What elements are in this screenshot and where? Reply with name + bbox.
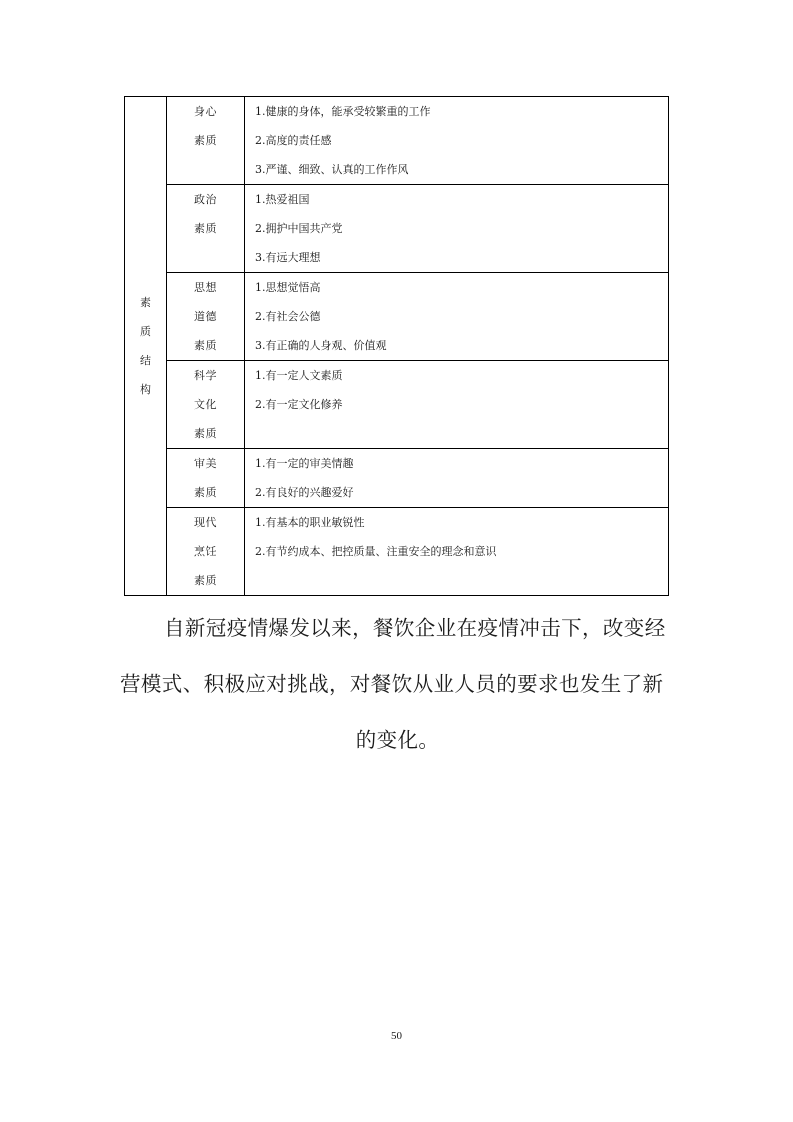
list-item: 2.有良好的兴趣爱好 (255, 486, 354, 499)
main-label-char: 质 (140, 325, 151, 338)
category-label: 素质 (194, 222, 217, 235)
table-row (125, 97, 669, 185)
category-cell (167, 361, 245, 449)
main-label-char: 结 (140, 354, 151, 367)
category-label: 素质 (194, 339, 217, 352)
category-label: 思想 (194, 281, 217, 294)
items-cell (245, 361, 669, 449)
category-label: 文化 (194, 398, 217, 411)
page-number: 50 (391, 1030, 402, 1042)
list-item: 2.有社会公德 (255, 310, 321, 323)
table-row (125, 361, 669, 449)
list-item: 1.有一定的审美情趣 (255, 457, 354, 470)
list-item: 1.有一定人文素质 (255, 369, 343, 382)
category-label: 政治 (194, 193, 217, 206)
category-cell (167, 97, 245, 185)
category-label: 科学 (194, 369, 217, 382)
list-item: 3.严谨、细致、认真的工作作风 (255, 163, 409, 176)
items-cell (245, 185, 669, 273)
list-item: 1.健康的身体，能承受较繁重的工作 (255, 105, 431, 118)
table-row (125, 185, 669, 273)
list-item: 2.拥护中国共产党 (255, 222, 343, 235)
table-row (125, 273, 669, 361)
category-label: 身心 (194, 105, 217, 118)
body-paragraph (120, 600, 675, 768)
paragraph-line: 营模式、积极应对挑战，对餐饮从业人员的要求也发生了新 (120, 672, 664, 696)
list-item: 3.有正确的人身观、价值观 (255, 339, 387, 352)
category-label: 素质 (194, 574, 217, 587)
items-cell (245, 508, 669, 596)
category-label: 审美 (194, 457, 217, 470)
list-item: 2.高度的责任感 (255, 134, 332, 147)
category-label: 烹饪 (194, 545, 217, 558)
category-label: 道德 (194, 310, 217, 323)
category-label: 现代 (194, 516, 217, 529)
quality-structure-table (124, 96, 669, 596)
paragraph-line: 自新冠疫情爆发以来，餐饮企业在疫情冲击下，改变经 (164, 616, 666, 640)
main-label-char: 素 (140, 296, 151, 309)
category-cell (167, 185, 245, 273)
paragraph-line: 的变化。 (355, 728, 440, 752)
list-item: 2.有节约成本、把控质量、注重安全的理念和意识 (255, 545, 497, 558)
list-item: 1.思想觉悟高 (255, 281, 321, 294)
list-item: 1.有基本的职业敏锐性 (255, 516, 365, 529)
category-cell (167, 273, 245, 361)
items-cell (245, 449, 669, 508)
category-label: 素质 (194, 486, 217, 499)
list-item: 3.有远大理想 (255, 251, 321, 264)
main-label-cell (125, 97, 167, 596)
main-label-char: 构 (140, 383, 151, 396)
table-row (125, 449, 669, 508)
items-cell (245, 97, 669, 185)
table-row (125, 508, 669, 596)
category-label: 素质 (194, 427, 217, 440)
category-cell (167, 449, 245, 508)
items-cell (245, 273, 669, 361)
category-cell (167, 508, 245, 596)
list-item: 2.有一定文化修养 (255, 398, 343, 411)
category-label: 素质 (194, 134, 217, 147)
list-item: 1.热爱祖国 (255, 193, 310, 206)
